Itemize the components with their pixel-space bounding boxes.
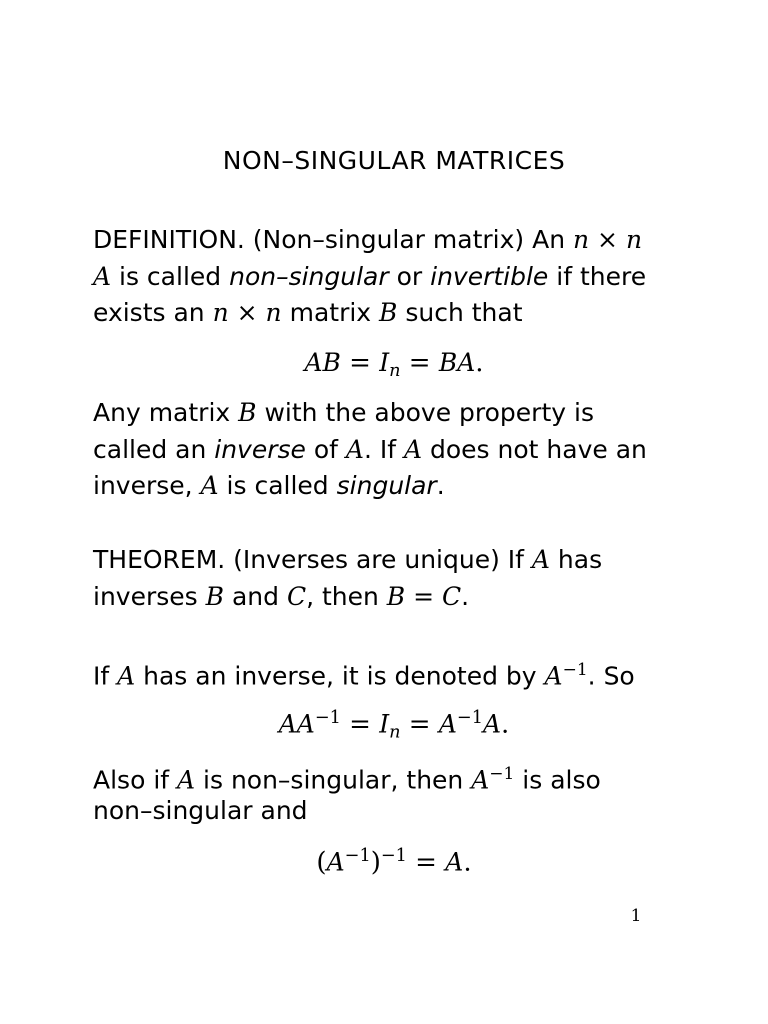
equation-inverse-notation: $AA^{-1} = I_n = A^{-1}A$. — [278, 708, 510, 743]
definition-paragraph — [93, 222, 713, 332]
inverse-line-2: called an inverse of A. If A does not have an — [93, 434, 647, 464]
inverse-line-3: inverse, A is called singular. — [93, 471, 445, 500]
theorem-line-1: THEOREM. (Inverses are unique) If A has — [93, 545, 603, 574]
equation-double-inverse: $(A^{-1})^{-1} = A$. — [316, 846, 472, 878]
theorem-line-2: inverses B and C, then B = C. — [93, 581, 470, 611]
inverse-line-1: Any matrix B with the above property is — [93, 398, 594, 427]
page-number: 1 — [630, 906, 642, 926]
term-non-singular: non–singular — [229, 261, 389, 291]
term-invertible: invertible — [430, 261, 549, 291]
also-line-1: Also if A is non–singular, then $A^{-1}$ is also — [93, 764, 601, 795]
inverse-paragraph — [93, 395, 713, 505]
term-singular: singular — [336, 471, 437, 500]
definition-line-2: A is called non–singular or invertible if there — [93, 261, 647, 291]
definition-line-1: DEFINITION. (Non–singular matrix) An n × n — [93, 225, 643, 254]
also-paragraph — [93, 756, 713, 829]
theorem-paragraph — [93, 542, 713, 615]
term-inverse: inverse — [214, 434, 306, 464]
definition-line-3: exists an n × n matrix B such that — [93, 298, 523, 327]
denote-line: If A has an inverse, it is denoted by $A^{-1}$. So — [93, 660, 635, 691]
denote-paragraph — [93, 652, 713, 689]
also-line-2: non–singular and — [93, 795, 308, 825]
page-title: NON–SINGULAR MATRICES — [222, 146, 566, 175]
equation-inverse-definition: AB = $I_n$ = BA. — [304, 348, 484, 381]
